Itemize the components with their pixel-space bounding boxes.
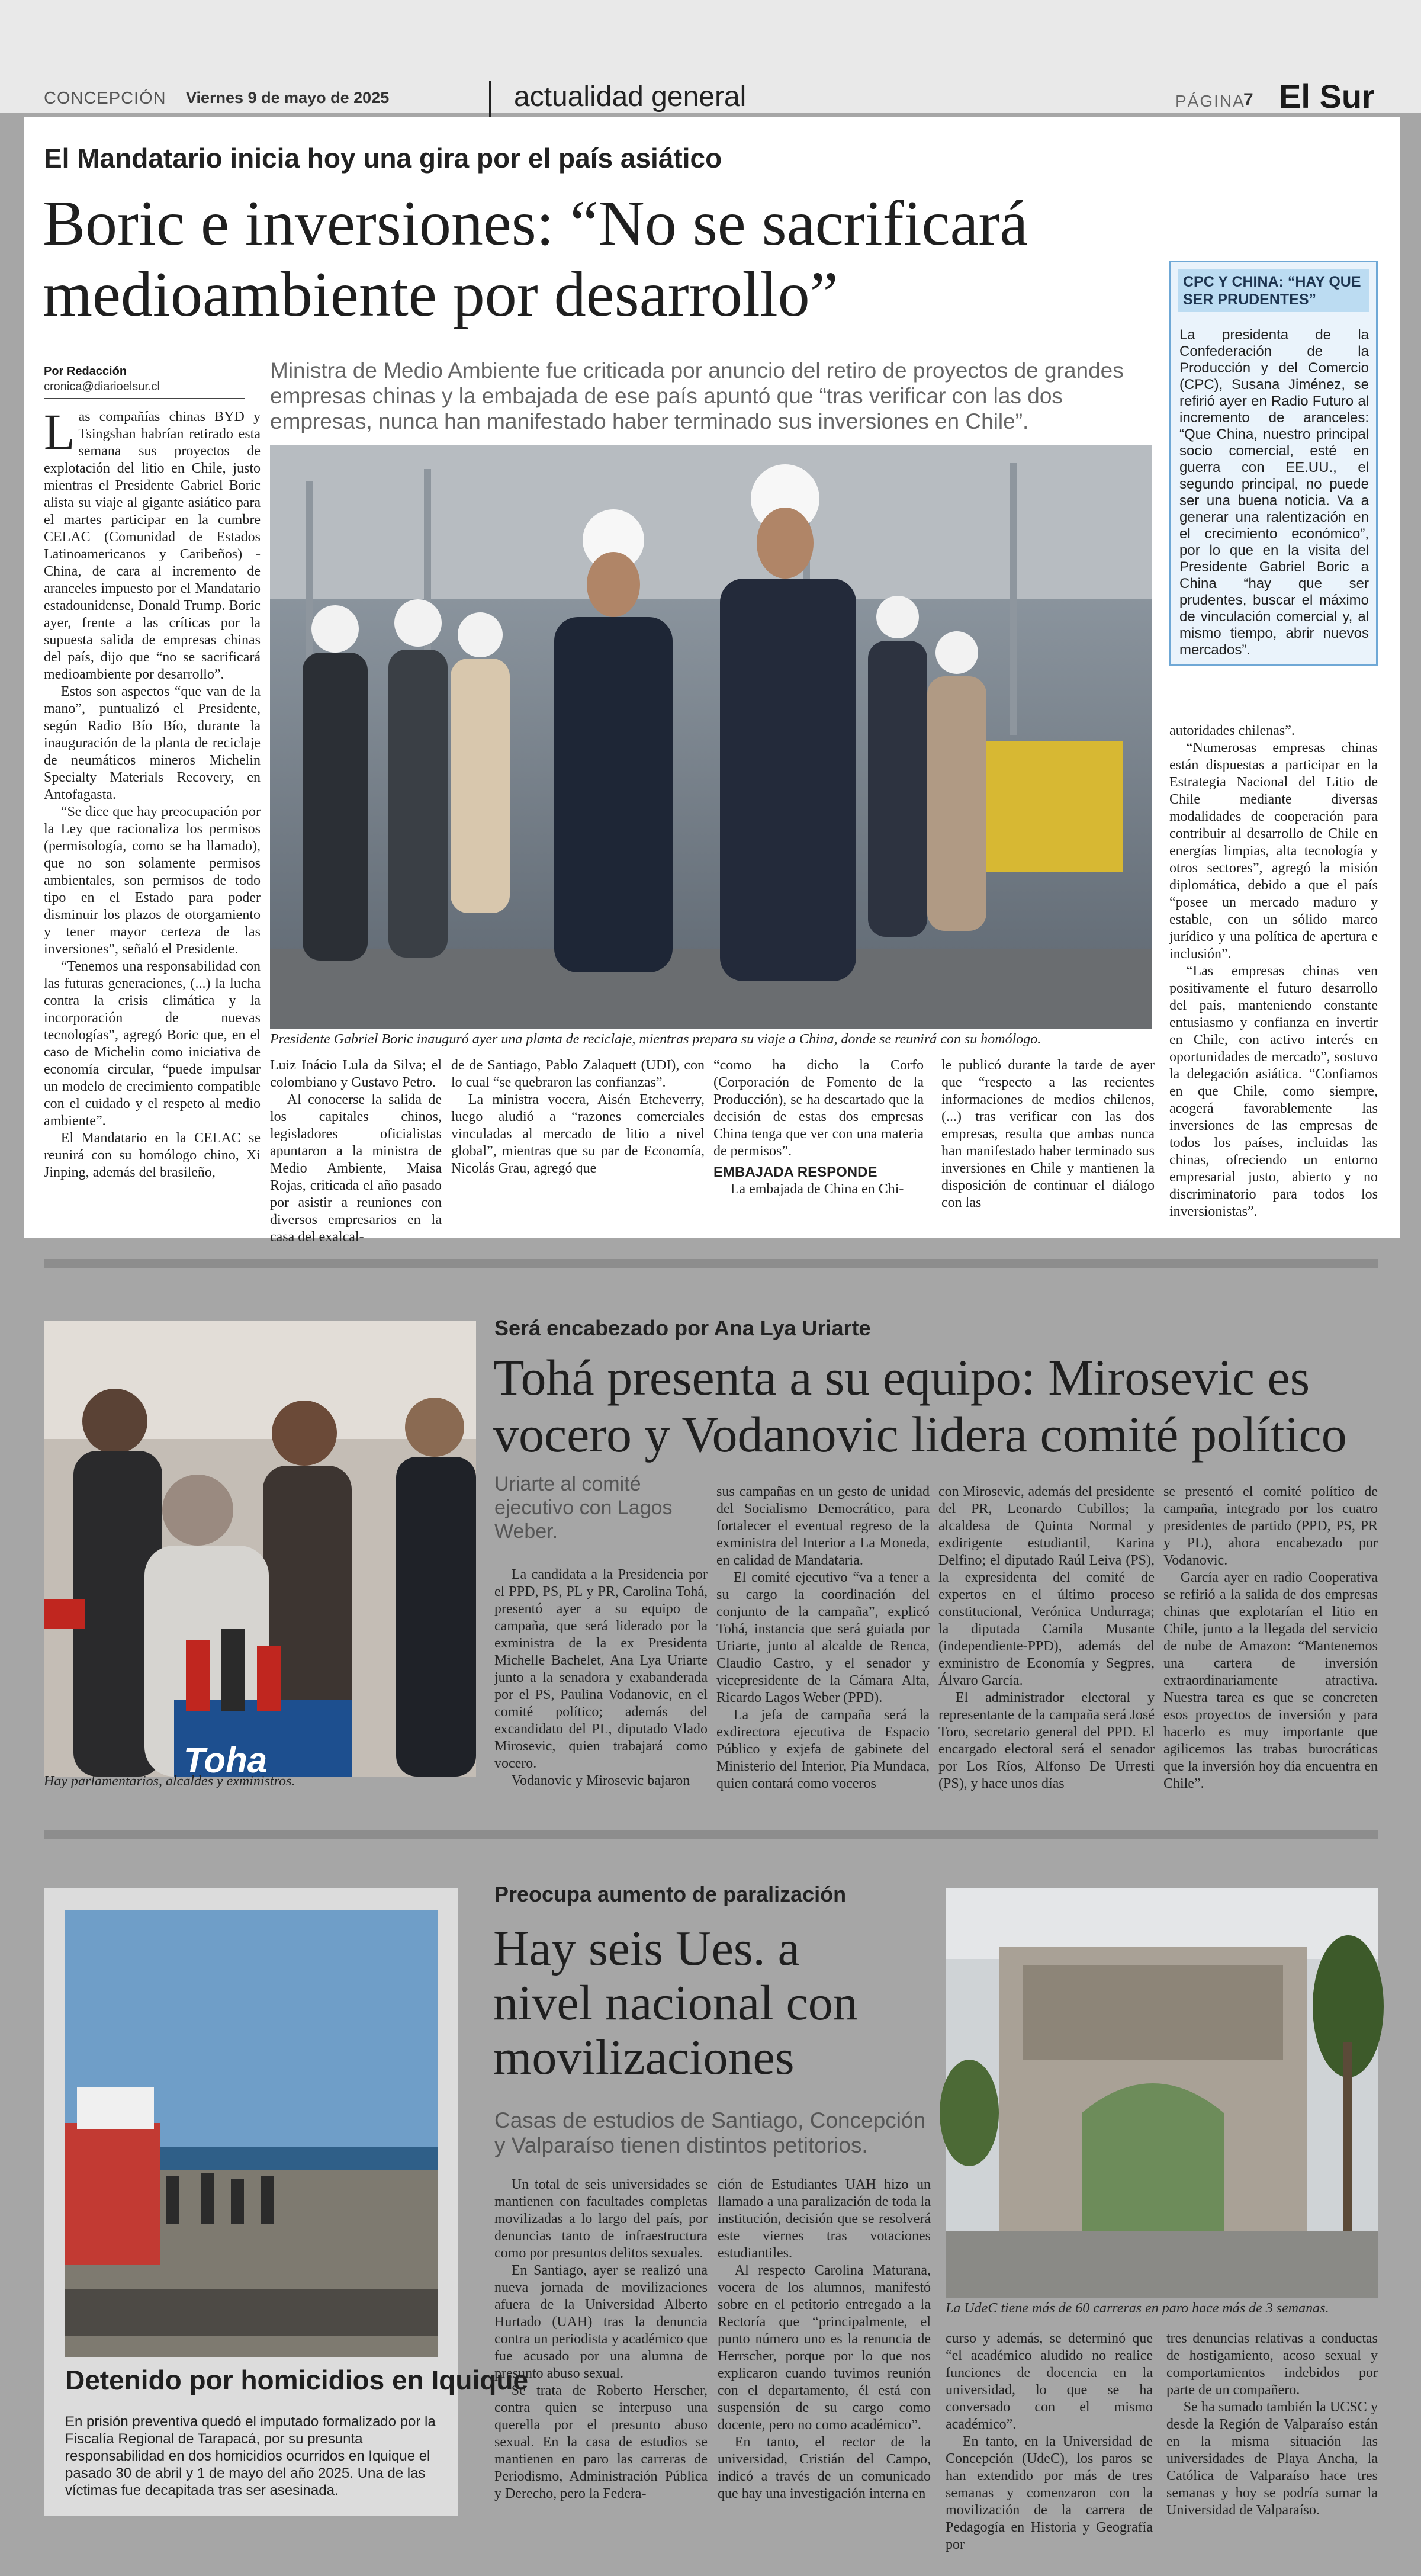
story3-kicker: Preocupa aumento de paralización <box>494 1882 847 1906</box>
story2-paragraph: sus campañas en un gesto de unidad del Socialismo Democrático, para fortalecer el eventual regreso de la exministra del Interior a La Moneda, en calidad de Mandataria. <box>716 1484 930 1568</box>
story2-headline-line2: vocero y Vodanovic lidera comité político <box>493 1406 1347 1463</box>
story2-paragraph: La candidata a la Presidencia por el PPD, PS, PL y PR, Carolina Tohá, presentó ayer a su equipo de campaña, que será liderado por la exministra de la ex Presidenta Michelle Bachelet, Ana Lya Uriarte junto a la senadora y exabanderada por el PS, Paulina Vodanovic, en el comité político; además del excandidato del PL, diputado Vlado Mirosevic, quien trabajará como vocero. <box>494 1567 708 1771</box>
story2-kicker: Será encabezado por Ana Lya Uriarte <box>494 1316 871 1340</box>
story3-paragraph: ción de Estudiantes UAH hizo un llamado a una paralización de toda la institución, decisión que se resolverá este viernes tras votaciones estudiantiles. <box>718 2177 931 2261</box>
story1-paragraph: “como ha dicho la Corfo (Corporación de Fomento de la Producción), se ha descartado que la decisión de estas dos empresas China tenga que ver con una materia de permisos”. <box>713 1058 924 1159</box>
story1-main-photo <box>270 445 1152 1029</box>
story1-paragraph: “Las empresas chinas ven positivamente el futuro desarrollo del país, manteniendo constante entusiasmo y confianza en invertir en Chile, con activo interés en oportunidades de mercado”, sostuvo la delegación asiática. “Confiamos en que Chile, como siempre, acogerá favorablemente las inversiones de las empresas de todos los países, incluidas las chinas, ofreciendo un entorno empresarial justo, abierto y no discriminatorio para todos los inversionistas”. <box>1169 963 1378 1219</box>
story2-lead: Uriarte al comité ejecutivo con Lagos Weber. <box>494 1473 673 1543</box>
drop-cap: L <box>44 403 75 460</box>
story2-paragraph: con Mirosevic, además del presidente del PR, Leonardo Cubillos; la alcaldesa de Quinta Normal y exdirigente estudiantil, Karina Delfino; el diputado Raúl Leiva (PS), la expresidenta del comité de expertos en el último proceso constitucional, Verónica Undurraga; la diputada Camila Musante (independiente-PPD), además del exministro de Economía y Segpres, Álvaro García. <box>938 1484 1155 1688</box>
story2-paragraph: La jefa de campaña será la exdirectora ejecutiva de Espacio Público y exjefa de gabinete del Ministerio del Interior, Pía Mundaca, quien contará como voceros <box>716 1707 930 1791</box>
story1-paragraph: as compañías chinas BYD y Tsingshan habrían retirado esta semana sus proyectos de explotación del litio en Chile, justo mientras el Presidente Gabriel Boric alista su viaje al gigante asiático para el martes participar en la cumbre CELAC (Comunidad de Estados Latinoamericanos y Caribeños) - China, de cara al incremento de aranceles impuesto por el Mandatario estadounidense, Donald Trump. Boric ayer, frente a las críticas por la supuesta salida de empresas chinas del país, dijo que “no se sacrificará medioambiente por desarrollo”. <box>44 409 261 682</box>
story3-paragraph: Al respecto Carolina Maturana, vocera de los alumnos, manifestó sobre en el petitorio entregado a la Rectoría que “principalmente, el punto número uno es la renuncia de Herrscher, porque por lo que nos explicaron cuando tuvimos reunión con el departamento, él está con suspensión de su cargo como docente, pero no como académico”. <box>718 2263 931 2433</box>
story1-caption: Presidente Gabriel Boric inauguró ayer una planta de reciclaje, mientras prepara su viaje a China, donde se reunirá con su homólogo. <box>270 1032 1041 1047</box>
section-name: actualidad general <box>514 81 747 113</box>
udec-arch-image <box>946 1888 1378 2298</box>
story1-column-1 <box>44 403 261 1223</box>
story3-column-2 <box>718 2176 931 2508</box>
cpc-sidebar-text: La presidenta de la Confederación de la Producción y del Comercio (CPC), Susana Jiménez, se refirió ayer en Radio Futuro al incremento de aranceles: “Que China, nuestro principal socio comercial, esté en guerra con EE.UU., el segundo principal, no puede ser una buena noticia. Va a generar una ralentización en el crecimiento económico”, por lo que en la visita del Presidente Gabriel Boric a China “hay que ser prudentes, buscar el máximo de vinculación comercial y, al mismo tiempo, abrir nuevos mercados”. <box>1179 327 1369 658</box>
story1-column-5 <box>941 1057 1155 1229</box>
masthead-divider <box>489 81 491 117</box>
story2-paragraph: García ayer en radio Cooperativa se refirió a la salida de dos empresas chinas que explotarían el litio en Chile, junto a la llegada del servicio de nube de Amazon: “Mantenemos una cartera de inversión extraordinariamente atractiva. Nuestra tarea es que se concreten esos proyectos de inversión y para hacerlo es muy importante que agilicemos las trabas burocráticas que la inversión hoy día encuentra en Chile”. <box>1163 1570 1378 1791</box>
story3-paragraph: En tanto, en la Universidad de Concepción (UdeC), los paros se han extendido por más de tres semanas y comenzaron con la movilización de la carrera de Pedagogía en Historia y Geografía por <box>946 2434 1153 2552</box>
masthead-date: Viernes 9 de mayo de 2025 <box>186 89 390 107</box>
cpc-sidebar-title: CPC Y CHINA: “HAY QUE SER PRUDENTES” <box>1178 269 1369 312</box>
story1-lead: Ministra de Medio Ambiente fue criticada por anuncio del retiro de proyectos de grandes empresas chinas y la embajada de ese país apuntó que “tras verificar con las dos empresas, nunca han manifestado haber terminado sus inversiones en Chile”. <box>270 358 1124 433</box>
story1-paragraph: autoridades chilenas”. <box>1169 723 1295 738</box>
story3-paragraph: curso y además, se determinó que “el académico aludido no realice funciones de docencia en la universidad, lo que se ha conversado con el mismo académico”. <box>946 2331 1153 2432</box>
story1-headline-line1: Boric e inversiones: “No se sacrificará <box>43 188 1028 259</box>
story3-headline-line1: Hay seis Ues. a <box>493 1921 800 1976</box>
story3-column-1 <box>494 2176 708 2508</box>
story3-paragraph: tres denuncias relativas a conductas de hostigamiento, acoso sexual y comportamientos indebidos por parte de un compañero. <box>1166 2331 1378 2398</box>
story1-paragraph: La embajada de China en Chi- <box>730 1181 904 1197</box>
story3-caption: La UdeC tiene más de 60 carreras en paro hace más de 3 semanas. <box>946 2301 1329 2316</box>
brief-photo <box>65 1910 438 2357</box>
story3-column-3 <box>946 2330 1153 2552</box>
story3-headline-line3: movilizaciones <box>493 2030 795 2085</box>
page-number: 7 <box>1243 90 1253 110</box>
story1-column-2 <box>270 1057 442 1245</box>
story1-email[interactable]: cronica@diarioelsur.cl <box>44 380 160 393</box>
story2-paragraph: Vodanovic y Mirosevic bajaron <box>511 1773 690 1788</box>
story1-paragraph: “Tenemos una responsabilidad con las futuras generaciones, (...) la lucha contra la crisis climática y la incorporación de nuevas tecnologías”, agregó Boric que, en el caso de Michelin como iniciativa de economía circular, “puede impulsar un modelo de crecimiento compatible con el cuidado y el respeto al medio ambiente”. <box>44 959 261 1129</box>
story1-paragraph: “Numerosas empresas chinas están dispuestas a participar en la Estrategia Nacional del Litio de Chile mediante diversas modalidades de cooperación para contribuir al desarrollo de Chile en energías limpias, alta tecnología y otros sectores”, agregó la misión diplomática, debido a que el país “posee un mercado maduro y estable, con un sólido marco jurídico y una política de apertura e inclusión”. <box>1169 740 1378 962</box>
story3-paragraph: Un total de seis universidades se mantienen con facultades completas movilizadas a lo largo del país, por denuncias tanto de infraestructura como por presuntos delitos sexuales. <box>494 2177 708 2261</box>
masthead-city: CONCEPCIÓN <box>44 89 166 108</box>
story3-paragraph: Se trata de Roberto Herscher, contra quien se interpuso una querella por el presunto abuso sexual. En la casa de estudios se mantienen en paro las carreras de Periodismo, Administración Pública y Derecho, pero la Federa- <box>494 2383 708 2501</box>
story1-subhead: EMBAJADA RESPONDE <box>713 1164 877 1180</box>
story3-paragraph: En tanto, el rector de la universidad, Cristián del Campo, indicó a través de un comunicado que hay una investigación interna en <box>718 2434 931 2501</box>
story1-paragraph: de de Santiago, Pablo Zalaquett (UDI), con lo cual “se quebraron las confianzas”. <box>451 1058 705 1090</box>
story2-column-4 <box>1163 1483 1378 1845</box>
story2-paragraph: se presentó el comité político de campaña, integrado por los cuatro presidentes de partido (PPD, PS, PR y PL), ahora encabezado por Vodanovic. <box>1163 1484 1378 1568</box>
story1-paragraph: le publicó durante la tarde de ayer que “respecto a las recientes informaciones de medios chilenos, (...) tras verificar con las dos empresas, resulta que ambas nunca han manifestado haber terminado sus inversiones en Chile y mantienen la disposición de continuar el diálogo con las <box>941 1058 1155 1210</box>
byline-rule <box>44 398 245 399</box>
story1-paragraph: “Se dice que hay preocupación por la Ley que racionaliza los permisos (permisología, como se ha llamado), que no son solamente permisos ambientales, son permisos de todo tipo en el Estado para poder disminuir los plazos de otorgamiento y tener mayor certeza de las inversiones”, señaló el Presidente. <box>44 804 261 957</box>
brief-text: En prisión preventiva quedó el imputado formalizado por la Fiscalía Regional de Tarapacá, por su presunta responsabilidad en dos homicidios ocurridos en Iquique el pasado 30 de abril y 1 de mayo del año 2025. Una de las víctimas fue decapitada tras ser asesinada. <box>65 2414 436 2498</box>
story1-column-3 <box>451 1057 705 1229</box>
story1-paragraph: El Mandatario en la CELAC se reunirá con su homólogo chino, Xi Jinping, además del brasileño, <box>44 1130 261 1180</box>
story2-podium-logo: Toha <box>184 1740 268 1780</box>
iquique-coast-image <box>65 1910 438 2357</box>
section-divider <box>44 1830 1378 1839</box>
story1-paragraph: Al conocerse la salida de los capitales chinos, legisladores oficialistas apuntaron a la ministra de Medio Ambiente, Maisa Rojas, criticada el año pasado por asistir a reuniones con diversos empresarios en la casa del exalcal- <box>270 1092 442 1245</box>
story2-paragraph: El comité ejecutivo “va a tener a su cargo la coordinación del conjunto de la campaña”, explicó Tohá, instancia que será guiada por Uriarte, junto al alcalde de Renca, Claudio Castro, y el senador y vicepresidente de la Cámara Alta, Ricardo Lagos Weber (PPD). <box>716 1570 930 1705</box>
story1-column-4 <box>713 1057 924 1229</box>
story2-column-2 <box>716 1483 930 1845</box>
story2-column-3 <box>938 1483 1155 1845</box>
story2-caption: Hay parlamentarios, alcaldes y exministros. <box>44 1774 295 1789</box>
story1-paragraph: Estos son aspectos “que van de la mano”, puntualizó el Presidente, según Radio Bío Bío, durante la inauguración de la planta de reciclaje de neumáticos mineros Michelin Specialty Materials Recovery, en Antofagasta. <box>44 684 261 802</box>
story3-lead: Casas de estudios de Santiago, Concepción y Valparaíso tienen distintos petitorios. <box>494 2108 926 2157</box>
story3-column-4 <box>1166 2330 1378 2518</box>
story1-column-6 <box>1169 722 1378 1232</box>
story2-paragraph: El administrador electoral y representante de la campaña será José Toro, secretario general del PPD. El encargado electoral será el senador por Los Ríos, Alfonso De Urresti (PS), y hace unos días <box>938 1690 1155 1791</box>
story3-headline-line2: nivel nacional con <box>493 1976 858 2031</box>
brand-logo: El Sur <box>1279 78 1375 115</box>
story1-kicker: El Mandatario inicia hoy una gira por el país asiático <box>44 143 722 174</box>
toha-press-conference-image <box>44 1321 476 1777</box>
section-divider <box>44 1259 1378 1268</box>
boric-plant-visit-image <box>270 445 1152 1029</box>
story3-paragraph: En Santiago, ayer se realizó una nueva jornada de movilizaciones afuera de la Universidad Alberto Hurtado (UAH) tras la denuncia contra un periodista y académico que fue acusado por una alumna de presunto abuso sexual. <box>494 2263 708 2381</box>
story1-byline: Por Redacción <box>44 365 127 378</box>
brief-headline: Detenido por homicidios en Iquique <box>65 2365 529 2395</box>
story1-paragraph: Luiz Inácio Lula da Silva; el colombiano y Gustavo Petro. <box>270 1058 442 1090</box>
story2-headline-line1: Tohá presenta a su equipo: Mirosevic es <box>493 1349 1310 1406</box>
story2-photo <box>44 1321 476 1777</box>
story1-paragraph: La ministra vocera, Aisén Etcheverry, luego aludió a “razones comerciales vinculadas al mercado de litio a nivel global”, mientras que su par de Economía, Nicolás Grau, agregó que <box>451 1092 705 1176</box>
page-label: PÁGINA <box>1175 92 1245 110</box>
story1-headline-line2: medioambiente por desarrollo” <box>43 259 838 330</box>
story3-paragraph: Se ha sumado también la UCSC y desde la Región de Valparaíso están en la misma situación las universidades de Playa Ancha, la Católica de Valparaíso hace tres semanas y hoy se podría sumar la Universidad de Valparaíso. <box>1166 2400 1378 2518</box>
story3-photo <box>946 1888 1378 2298</box>
story2-column-1 <box>494 1566 708 1845</box>
